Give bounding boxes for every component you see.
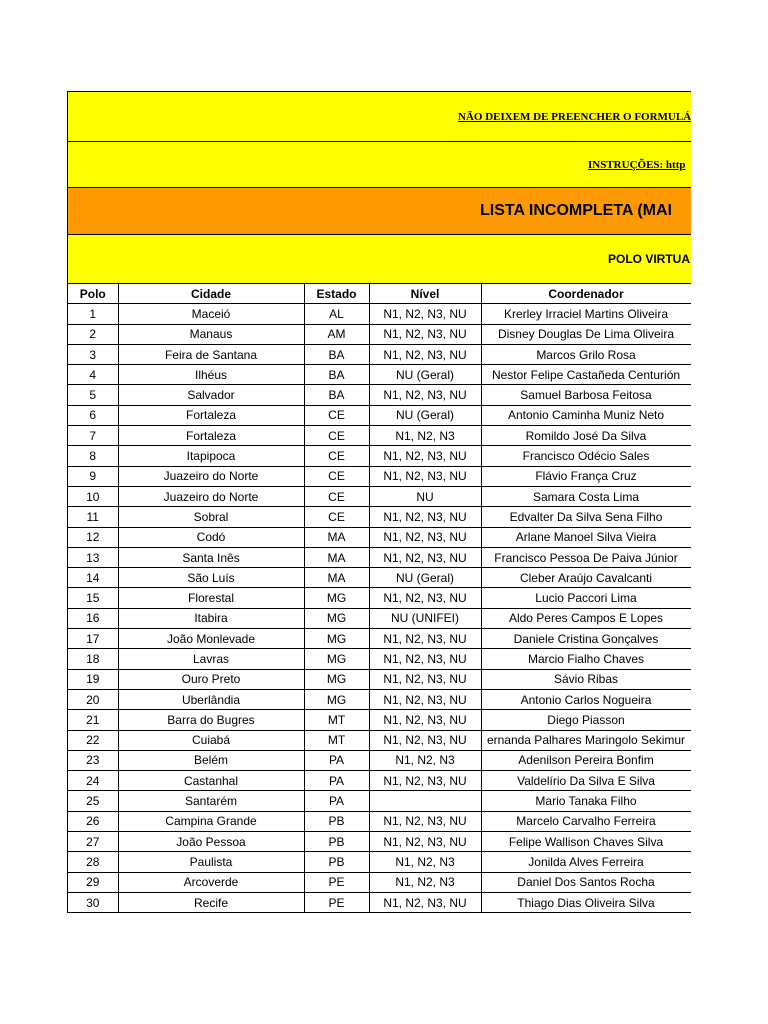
- header-polo[interactable]: Polo: [68, 284, 118, 304]
- cell-cidade[interactable]: Castanhal: [118, 771, 304, 791]
- cell-polo[interactable]: 26: [68, 811, 118, 831]
- cell-polo[interactable]: 10: [68, 486, 118, 506]
- cell-nivel[interactable]: N1, N2, N3, NU: [369, 771, 481, 791]
- cell-cidade[interactable]: Ilhéus: [118, 365, 304, 385]
- cell-coordenador[interactable]: Adenilson Pereira Bonfim: [481, 750, 691, 770]
- cell-coordenador[interactable]: Cleber Araújo Cavalcanti: [481, 568, 691, 588]
- cell-nivel[interactable]: N1, N2, N3, NU: [369, 710, 481, 730]
- table-row: [68, 608, 691, 628]
- cell-nivel[interactable]: N1, N2, N3, NU: [369, 446, 481, 466]
- cell-coordenador[interactable]: Jonilda Alves Ferreira: [481, 852, 691, 872]
- cell-coordenador[interactable]: Lucio Paccori Lima: [481, 588, 691, 608]
- instructions-text[interactable]: INSTRUÇÕES: http: [588, 158, 686, 171]
- cell-estado[interactable]: BA: [304, 344, 369, 364]
- cell-estado[interactable]: MG: [304, 629, 369, 649]
- cell-estado[interactable]: CE: [304, 507, 369, 527]
- cell-estado[interactable]: PA: [304, 771, 369, 791]
- cell-estado[interactable]: PB: [304, 811, 369, 831]
- cell-estado[interactable]: BA: [304, 385, 369, 405]
- cell-polo[interactable]: 16: [68, 608, 118, 628]
- table-row: [68, 365, 691, 385]
- cell-nivel[interactable]: N1, N2, N3: [369, 872, 481, 892]
- cell-cidade[interactable]: Santarém: [118, 791, 304, 811]
- cell-cidade[interactable]: Codó: [118, 527, 304, 547]
- cell-coordenador[interactable]: ernanda Palhares Maringolo Sekimur: [481, 730, 691, 750]
- cell-nivel[interactable]: N1, N2, N3, NU: [369, 466, 481, 486]
- cell-cidade[interactable]: São Luís: [118, 568, 304, 588]
- cell-cidade[interactable]: Barra do Bugres: [118, 710, 304, 730]
- cell-estado[interactable]: PA: [304, 791, 369, 811]
- cell-coordenador[interactable]: Krerley Irraciel Martins Oliveira: [481, 304, 691, 324]
- cell-nivel[interactable]: NU: [369, 486, 481, 506]
- cell-estado[interactable]: AL: [304, 304, 369, 324]
- cell-cidade[interactable]: Maceió: [118, 304, 304, 324]
- cell-polo[interactable]: 25: [68, 791, 118, 811]
- cell-nivel[interactable]: N1, N2, N3, NU: [369, 629, 481, 649]
- header-estado[interactable]: Estado: [304, 284, 369, 304]
- cell-nivel[interactable]: NU (UNIFEI): [369, 608, 481, 628]
- cell-polo[interactable]: 12: [68, 527, 118, 547]
- cell-polo[interactable]: 13: [68, 547, 118, 567]
- form-reminder-banner: [68, 91, 691, 141]
- header-cidade[interactable]: Cidade: [118, 284, 304, 304]
- table-row: [68, 304, 691, 324]
- cell-cidade[interactable]: Santa Inês: [118, 547, 304, 567]
- cell-cidade[interactable]: Juazeiro do Norte: [118, 486, 304, 506]
- cell-cidade[interactable]: Manaus: [118, 324, 304, 344]
- cell-cidade[interactable]: João Pessoa: [118, 832, 304, 852]
- cell-nivel[interactable]: N1, N2, N3, NU: [369, 832, 481, 852]
- cell-nivel[interactable]: N1, N2, N3, NU: [369, 344, 481, 364]
- cell-nivel[interactable]: N1, N2, N3, NU: [369, 324, 481, 344]
- cell-cidade[interactable]: Arcoverde: [118, 872, 304, 892]
- cell-nivel[interactable]: N1, N2, N3, NU: [369, 385, 481, 405]
- cell-nivel[interactable]: [369, 791, 481, 811]
- header-coordenador[interactable]: Coordenador: [481, 284, 691, 304]
- cell-estado[interactable]: MT: [304, 730, 369, 750]
- table-row: [68, 872, 691, 892]
- cell-coordenador[interactable]: Diego Piasson: [481, 710, 691, 730]
- list-title-banner: [68, 187, 691, 234]
- cell-nivel[interactable]: N1, N2, N3, NU: [369, 811, 481, 831]
- cell-polo[interactable]: 20: [68, 689, 118, 709]
- cell-coordenador[interactable]: Flávio França Cruz: [481, 466, 691, 486]
- cell-nivel[interactable]: NU (Geral): [369, 568, 481, 588]
- cell-polo[interactable]: 8: [68, 446, 118, 466]
- form-reminder-text[interactable]: NÃO DEIXEM DE PREENCHER O FORMULÁ: [458, 110, 691, 123]
- cell-estado[interactable]: CE: [304, 486, 369, 506]
- cell-coordenador[interactable]: Antonio Carlos Nogueira: [481, 689, 691, 709]
- cell-coordenador[interactable]: Aldo Peres Campos E Lopes: [481, 608, 691, 628]
- cell-nivel[interactable]: N1, N2, N3: [369, 852, 481, 872]
- cell-estado[interactable]: CE: [304, 466, 369, 486]
- cell-polo[interactable]: 3: [68, 344, 118, 364]
- cell-polo[interactable]: 1: [68, 304, 118, 324]
- cell-coordenador[interactable]: Antonio Caminha Muniz Neto: [481, 405, 691, 425]
- cell-polo[interactable]: 2: [68, 324, 118, 344]
- table-row: [68, 649, 691, 669]
- table-row: [68, 629, 691, 649]
- table-row: [68, 385, 691, 405]
- cell-polo[interactable]: 29: [68, 872, 118, 892]
- cell-coordenador[interactable]: Daniel Dos Santos Rocha: [481, 872, 691, 892]
- cell-coordenador[interactable]: Marcelo Carvalho Ferreira: [481, 811, 691, 831]
- cell-coordenador[interactable]: Daniele Cristina Gonçalves: [481, 629, 691, 649]
- table-row: [68, 466, 691, 486]
- cell-polo[interactable]: 5: [68, 385, 118, 405]
- cell-coordenador[interactable]: Arlane Manoel Silva Vieira: [481, 527, 691, 547]
- cell-cidade[interactable]: Recife: [118, 892, 304, 912]
- polo-subtitle: POLO VIRTUA: [608, 252, 691, 266]
- cell-coordenador[interactable]: Mario Tanaka Filho: [481, 791, 691, 811]
- cell-polo[interactable]: 14: [68, 568, 118, 588]
- cell-estado[interactable]: PB: [304, 852, 369, 872]
- cell-cidade[interactable]: Sobral: [118, 507, 304, 527]
- table-row: [68, 750, 691, 770]
- cell-nivel[interactable]: N1, N2, N3, NU: [369, 730, 481, 750]
- table-row: [68, 791, 691, 811]
- cell-nivel[interactable]: N1, N2, N3, NU: [369, 304, 481, 324]
- cell-cidade[interactable]: Ouro Preto: [118, 669, 304, 689]
- cell-polo[interactable]: 23: [68, 750, 118, 770]
- cell-polo[interactable]: 11: [68, 507, 118, 527]
- cell-estado[interactable]: AM: [304, 324, 369, 344]
- cell-coordenador[interactable]: Valdelírio Da Silva E Silva: [481, 771, 691, 791]
- cell-estado[interactable]: BA: [304, 365, 369, 385]
- cell-cidade[interactable]: Itabira: [118, 608, 304, 628]
- cell-nivel[interactable]: NU (Geral): [369, 365, 481, 385]
- cell-coordenador[interactable]: Francisco Odécio Sales: [481, 446, 691, 466]
- table-row: [68, 324, 691, 344]
- cell-estado[interactable]: PA: [304, 750, 369, 770]
- cell-estado[interactable]: CE: [304, 426, 369, 446]
- header-row: [68, 284, 691, 304]
- table-row: [68, 588, 691, 608]
- cell-coordenador[interactable]: Francisco Pessoa De Paiva Júnior: [481, 547, 691, 567]
- instructions-banner: [68, 141, 691, 187]
- table-row: [68, 446, 691, 466]
- table-row: [68, 811, 691, 831]
- cell-estado[interactable]: PE: [304, 872, 369, 892]
- cell-cidade[interactable]: Juazeiro do Norte: [118, 466, 304, 486]
- cell-cidade[interactable]: Cuiabá: [118, 730, 304, 750]
- cell-coordenador[interactable]: Felipe Wallison Chaves Silva: [481, 832, 691, 852]
- cell-nivel[interactable]: N1, N2, N3, NU: [369, 527, 481, 547]
- cell-estado[interactable]: MG: [304, 689, 369, 709]
- cell-coordenador[interactable]: Samara Costa Lima: [481, 486, 691, 506]
- table-row: [68, 669, 691, 689]
- cell-estado[interactable]: CE: [304, 446, 369, 466]
- cell-coordenador[interactable]: Thiago Dias Oliveira Silva: [481, 892, 691, 912]
- cell-coordenador[interactable]: Disney Douglas De Lima Oliveira: [481, 324, 691, 344]
- cell-coordenador[interactable]: Samuel Barbosa Feitosa: [481, 385, 691, 405]
- cell-nivel[interactable]: N1, N2, N3: [369, 750, 481, 770]
- cell-cidade[interactable]: Fortaleza: [118, 405, 304, 425]
- cell-nivel[interactable]: NU (Geral): [369, 405, 481, 425]
- cell-cidade[interactable]: Fortaleza: [118, 426, 304, 446]
- cell-nivel[interactable]: N1, N2, N3, NU: [369, 588, 481, 608]
- table-row: [68, 730, 691, 750]
- cell-nivel[interactable]: N1, N2, N3, NU: [369, 892, 481, 912]
- cell-coordenador[interactable]: Marcio Fialho Chaves: [481, 649, 691, 669]
- cell-polo[interactable]: 7: [68, 426, 118, 446]
- cell-cidade[interactable]: João Monlevade: [118, 629, 304, 649]
- polo-table: [68, 283, 691, 913]
- cell-estado[interactable]: PB: [304, 832, 369, 852]
- cell-estado[interactable]: MT: [304, 710, 369, 730]
- cell-estado[interactable]: CE: [304, 405, 369, 425]
- cell-polo[interactable]: 6: [68, 405, 118, 425]
- table-row: [68, 547, 691, 567]
- cell-estado[interactable]: MG: [304, 588, 369, 608]
- cell-cidade[interactable]: Feira de Santana: [118, 344, 304, 364]
- cell-nivel[interactable]: N1, N2, N3, NU: [369, 689, 481, 709]
- cell-nivel[interactable]: N1, N2, N3: [369, 426, 481, 446]
- cell-coordenador[interactable]: Marcos Grilo Rosa: [481, 344, 691, 364]
- cell-cidade[interactable]: Uberlândia: [118, 689, 304, 709]
- cell-polo[interactable]: 24: [68, 771, 118, 791]
- cell-estado[interactable]: MG: [304, 669, 369, 689]
- cell-cidade[interactable]: Campina Grande: [118, 811, 304, 831]
- cell-polo[interactable]: 27: [68, 832, 118, 852]
- cell-estado[interactable]: MG: [304, 649, 369, 669]
- table-row: [68, 832, 691, 852]
- cell-estado[interactable]: MA: [304, 568, 369, 588]
- table-row: [68, 344, 691, 364]
- cell-polo[interactable]: 22: [68, 730, 118, 750]
- cell-coordenador[interactable]: Romildo José Da Silva: [481, 426, 691, 446]
- table-row: [68, 405, 691, 425]
- cell-estado[interactable]: MA: [304, 527, 369, 547]
- table-row: [68, 527, 691, 547]
- cell-coordenador[interactable]: Edvalter Da Silva Sena Filho: [481, 507, 691, 527]
- table-row: [68, 852, 691, 872]
- cell-nivel[interactable]: N1, N2, N3, NU: [369, 649, 481, 669]
- cell-nivel[interactable]: N1, N2, N3, NU: [369, 507, 481, 527]
- list-title: LISTA INCOMPLETA (MAI: [480, 202, 672, 219]
- table-row: [68, 689, 691, 709]
- cell-polo[interactable]: 21: [68, 710, 118, 730]
- cell-cidade[interactable]: Florestal: [118, 588, 304, 608]
- table-row: [68, 507, 691, 527]
- table-row: [68, 771, 691, 791]
- cell-polo[interactable]: 15: [68, 588, 118, 608]
- cell-coordenador[interactable]: Nestor Felipe Castañeda Centurión: [481, 365, 691, 385]
- cell-polo[interactable]: 18: [68, 649, 118, 669]
- table-row: [68, 568, 691, 588]
- table-row: [68, 892, 691, 912]
- cell-polo[interactable]: 17: [68, 629, 118, 649]
- cell-estado[interactable]: PE: [304, 892, 369, 912]
- cell-nivel[interactable]: N1, N2, N3, NU: [369, 669, 481, 689]
- table-row: [68, 426, 691, 446]
- cell-nivel[interactable]: N1, N2, N3, NU: [369, 547, 481, 567]
- table-row: [68, 710, 691, 730]
- cell-cidade[interactable]: Lavras: [118, 649, 304, 669]
- cell-polo[interactable]: 4: [68, 365, 118, 385]
- cell-estado[interactable]: MA: [304, 547, 369, 567]
- cell-polo[interactable]: 28: [68, 852, 118, 872]
- spreadsheet: [67, 91, 691, 913]
- table-row: [68, 486, 691, 506]
- header-nivel[interactable]: Nível: [369, 284, 481, 304]
- cell-coordenador[interactable]: Sávio Ribas: [481, 669, 691, 689]
- cell-estado[interactable]: MG: [304, 608, 369, 628]
- cell-polo[interactable]: 19: [68, 669, 118, 689]
- cell-cidade[interactable]: Salvador: [118, 385, 304, 405]
- cell-cidade[interactable]: Belém: [118, 750, 304, 770]
- cell-cidade[interactable]: Itapipoca: [118, 446, 304, 466]
- cell-polo[interactable]: 30: [68, 892, 118, 912]
- polo-subtitle-banner: [68, 234, 691, 283]
- cell-cidade[interactable]: Paulista: [118, 852, 304, 872]
- cell-polo[interactable]: 9: [68, 466, 118, 486]
